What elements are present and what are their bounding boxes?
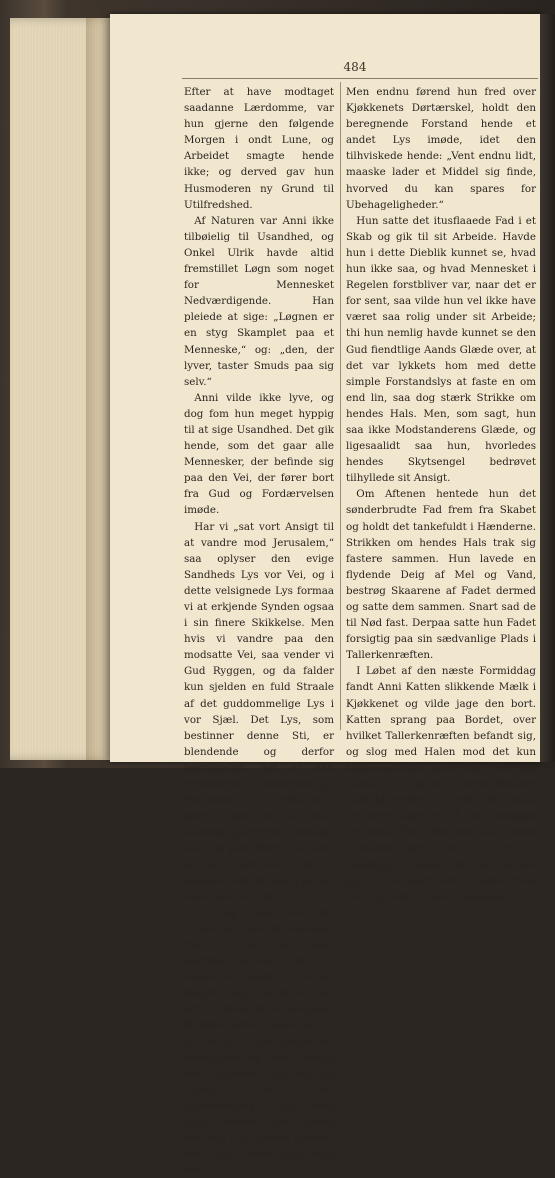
paragraph: Men endnu førend hun fred over Kjøkkenets Dørtærskel, holdt den beregnende Forstand hende et andet Lys imøde, idet den tilhviskede hende: „Vent endnu lidt, maaske lader et Middel sig finde, hvorved du kan spares for Ubehageligheder.“ (346, 86, 536, 211)
paragraph: En Dag havde Anni det Uheld at slaa et kostbart Fad itu. Hun var meget bedrøvet derover, thi hun vidste, at Husets Frue var meget bange for dette Fad, som et gammelt Arvestykke. Hendes første Tanke var at ile hen til Fruen, tilstaa det Forefaldne og bede hende om Tilgivelse. Det var en Straale af det guddommelige Lys, som faldt i hendes Sjæl. Havde hun dog fulgt denne Straale, som viste hende den rette Vei! (184, 906, 334, 1177)
paragraph: Om Aftenen hentede hun det sønderbrudte Fad frem fra Skabet og holdt det tankefuldt i Hænderne. Strikken om hendes Hals trak sig fastere sammen. Hun lavede en flydende Deig af Mel og Vand, bestrøg Skaarene af Fadet dermed og satte dem sammen. Snart sad de til Nød fast. Derpaa satte hun Fadet forsigtig paa sin sædvanlige Plads i Tallerkenræften. (346, 488, 536, 662)
right-text-column (346, 84, 536, 903)
left-text-column (184, 84, 334, 1177)
page-edge-shadow (540, 14, 555, 762)
page-number: 484 (343, 60, 367, 74)
paragraph: Efter at have modtaget saadanne Lærdomme, var hun gjerne den følgende Morgen i ondt Lune, og Arbeidet smagte hende ikke; og derved gav hun Husmoderen ny Grund til Utilfredshed. (184, 86, 334, 211)
paragraph: Har vi „sat vort Ansigt til at vandre mod Jerusalem,“ saa oplyser den evige Sandheds Lys vor Vei, og i dette velsignede Lys formaa vi at erkjende Synden ogsaa i sin finere Skikkelse. Men hvis vi vandre paa den modsatte Vei, saa vender vi Gud Ryggen, og da falder kun sjelden en fuld Straale af det guddommelige Lys i vor Sjæl. Det Lys, som bestinner denne Sti, er blendende og derfor bedrageligt, det er den formørkede menneskelige Forstands Lys. Desforuden pleier Djævelen at lade alleslags glimrende Smaalys vise sig paa denne Sti, som da fører dem vent vild. Et saadant vildledende Lys var Kathinka for Anni. (184, 520, 334, 903)
paragraph: Anni vilde ikke lyve, og dog fom hun meget hyppig til at sige Usandhed. Det gik hende, som det gaar alle Mennesker, der befinde sig paa den Vei, der fører bort fra Gud og Fordærvelsen imøde. (184, 391, 334, 517)
paragraph: Af Naturen var Anni ikke tilbøielig til Usandhed, og Onkel Ulrik havde altid fremstillet Løgn som noget for Mennesket Nedværdigende. Han pleiede at sige: „Løgnen er en styg Skamplet paa et Menneske,“ og: „den, der lyver, taster Smuds paa sig selv.“ (184, 214, 334, 388)
paragraph: I Løbet af den næste Formiddag fandt Anni Katten slikkende Mælk i Kjøkkenet og vilde jage den bort. Katten sprang paa Bordet, over hvilket Tallerkenræften befandt sig, og slog med Halen mod det kun tilsyneladende hele Fad. Det gik pannyt itu, og de enkelte Stykker faldt klirrende til Jorden. Nu holdt Fristeren igjen et af sine Smaalys for Annis Dine, idet han lod hendes Forstand sige: „Se, det er et lykkeligt Tilfælde, det har Katten gjort!“ Strikken om hendes Hals trak sig endnu fastere sammen. (346, 665, 536, 903)
paragraph: Hun satte det itusflaaede Fad i et Skab og gik til sit Arbeide. Havde hun i dette Dieblik kunnet se, hvad hun ikke saa, og hvad Mennesket i Regelen forstbliver var, naar det er for sent, saa vilde hun vel ikke have været saa rolig under sit Arbeide; thi hun nemlig havde kunnet se den Gud fiendtlige Aands Glæde over, at det var lykkets hom med dette simple Forstandslys at faste en om end lin, saa dog stærk Strikke om hendes Hals. Men, som sagt, hun saa ikke Modstanderens Glæde, og ligesaalidt saa hun, hvorledes hendes Skytsengel bedrøvet tilhyllede sit Ansigt. (346, 214, 536, 485)
column-divider (340, 82, 341, 730)
header-rule (182, 78, 538, 79)
book-page (110, 14, 540, 1177)
